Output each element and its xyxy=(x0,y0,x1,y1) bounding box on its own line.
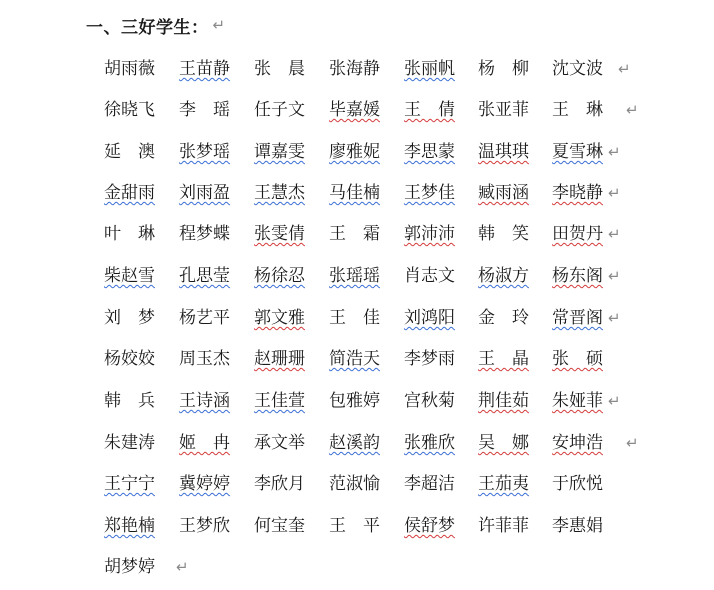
paragraph-mark-icon: ↵ xyxy=(212,16,226,34)
student-name: 周玉杰 xyxy=(179,349,230,369)
student-name: 臧雨涵 xyxy=(478,183,529,203)
student-name: 李超洁 xyxy=(404,474,455,494)
paragraph-mark-icon: ↵ xyxy=(608,267,621,285)
student-name: 包雅婷 xyxy=(329,391,380,411)
student-name: 柴赵雪 xyxy=(104,266,155,286)
student-name: 李晓静 xyxy=(552,183,603,203)
student-name: 毕嘉媛 xyxy=(329,100,380,120)
student-name: 金甜雨 xyxy=(104,183,155,203)
student-name: 金 玲 xyxy=(478,308,529,328)
paragraph-mark-icon: ↵ xyxy=(608,392,621,410)
student-name: 吴 娜 xyxy=(478,433,529,453)
paragraph-mark-icon: ↵ xyxy=(608,143,621,161)
student-name: 廖雅妮 xyxy=(329,142,380,162)
student-name: 夏雪琳 xyxy=(552,142,603,162)
student-name: 王 霜 xyxy=(329,224,380,244)
student-name: 胡雨薇 xyxy=(104,59,155,79)
student-name: 宫秋菊 xyxy=(404,391,455,411)
paragraph-mark-icon: ↵ xyxy=(608,225,621,243)
paragraph-mark-icon: ↵ xyxy=(176,558,189,576)
student-name: 肖志文 xyxy=(404,266,455,286)
student-name: 王慧杰 xyxy=(254,183,305,203)
student-name: 张梦瑶 xyxy=(179,142,230,162)
student-name: 张亚菲 xyxy=(478,100,529,120)
student-name: 张雯倩 xyxy=(254,224,305,244)
student-name: 张丽帆 xyxy=(404,59,455,79)
paragraph-mark-icon: ↵ xyxy=(626,101,639,119)
paragraph-mark-icon: ↵ xyxy=(618,60,631,78)
student-name: 杨徐忍 xyxy=(254,266,305,286)
student-name: 王诗涵 xyxy=(179,391,230,411)
student-name: 沈文波 xyxy=(552,59,603,79)
student-name: 刘鸿阳 xyxy=(404,308,455,328)
student-name: 郭沛沛 xyxy=(404,224,455,244)
student-name: 冀婷婷 xyxy=(179,474,230,494)
student-name: 王梦欣 xyxy=(179,516,230,536)
student-name: 杨淑方 xyxy=(478,266,529,286)
student-name: 韩 兵 xyxy=(104,391,155,411)
student-name: 许菲菲 xyxy=(478,516,529,536)
student-name: 张 晨 xyxy=(254,59,305,79)
student-name: 王梦佳 xyxy=(404,183,455,203)
student-name: 王佳萱 xyxy=(254,391,305,411)
student-name: 于欣悦 xyxy=(552,474,603,494)
student-name: 张 硕 xyxy=(552,349,603,369)
student-name: 马佳楠 xyxy=(329,183,380,203)
student-name: 田贺丹 xyxy=(552,224,603,244)
student-name: 李 瑶 xyxy=(179,100,230,120)
student-name: 刘雨盈 xyxy=(179,183,230,203)
student-name: 胡梦婷 xyxy=(104,557,155,577)
student-name: 延 澳 xyxy=(104,142,155,162)
paragraph-mark-icon: ↵ xyxy=(626,434,639,452)
student-name: 王 平 xyxy=(329,516,380,536)
student-name: 杨艺平 xyxy=(179,308,230,328)
paragraph-mark-icon: ↵ xyxy=(608,184,621,202)
student-name: 王 倩 xyxy=(404,100,455,120)
student-name: 赵溪韵 xyxy=(329,433,380,453)
student-name: 王苗静 xyxy=(179,59,230,79)
student-name: 徐晓飞 xyxy=(104,100,155,120)
student-name: 范淑愉 xyxy=(329,474,380,494)
student-name: 姬 冉 xyxy=(179,433,230,453)
student-name: 安坤浩 xyxy=(552,433,603,453)
student-name: 叶 琳 xyxy=(104,224,155,244)
student-name: 张雅欣 xyxy=(404,433,455,453)
student-name: 李惠娟 xyxy=(552,516,603,536)
student-name: 赵珊珊 xyxy=(254,349,305,369)
section-heading-text: 一、三好学生： xyxy=(86,18,209,38)
student-name: 孔思莹 xyxy=(179,266,230,286)
student-name: 王 琳 xyxy=(552,100,603,120)
student-name: 张海静 xyxy=(329,59,380,79)
student-name: 杨 柳 xyxy=(478,59,529,79)
student-name: 温琪琪 xyxy=(478,142,529,162)
student-name: 何宝奎 xyxy=(254,516,305,536)
student-name: 郑艳楠 xyxy=(104,516,155,536)
student-name: 杨东阁 xyxy=(552,266,603,286)
student-name: 朱建涛 xyxy=(104,433,155,453)
student-name: 李欣月 xyxy=(254,474,305,494)
section-heading xyxy=(86,13,226,38)
student-name: 荆佳茹 xyxy=(478,391,529,411)
student-name: 谭嘉雯 xyxy=(254,142,305,162)
student-name: 韩 笑 xyxy=(478,224,529,244)
student-name: 简浩天 xyxy=(329,349,380,369)
student-name: 侯舒梦 xyxy=(404,516,455,536)
student-name: 王 佳 xyxy=(329,308,380,328)
student-name: 张瑶瑶 xyxy=(329,266,380,286)
student-name: 刘 梦 xyxy=(104,308,155,328)
student-name: 程梦蝶 xyxy=(179,224,230,244)
student-name: 王宁宁 xyxy=(104,474,155,494)
student-name: 郭文雅 xyxy=(254,308,305,328)
student-name: 王茄夷 xyxy=(478,474,529,494)
student-name: 李思蒙 xyxy=(404,142,455,162)
student-name: 王 晶 xyxy=(478,349,529,369)
student-name: 任子文 xyxy=(254,100,305,120)
student-name: 杨姣姣 xyxy=(104,349,155,369)
student-name: 李梦雨 xyxy=(404,349,455,369)
paragraph-mark-icon: ↵ xyxy=(608,309,621,327)
student-name: 朱娅菲 xyxy=(552,391,603,411)
student-name: 常晋阁 xyxy=(552,308,603,328)
student-name: 承文举 xyxy=(254,433,305,453)
